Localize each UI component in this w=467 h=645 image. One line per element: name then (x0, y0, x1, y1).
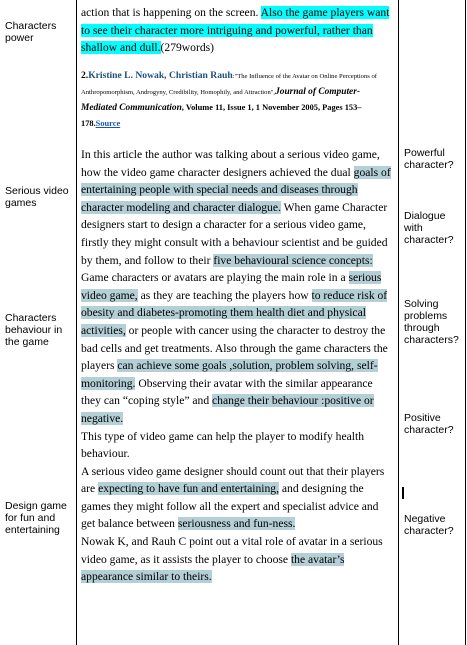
question-positive: Positive character? (404, 412, 454, 436)
text-segment: In this article the author was talking about a serious video game, how the video game character designers achieved the dual (81, 148, 380, 179)
highlight-segment: serious video game, (81, 271, 382, 302)
text-segment: Game characters or avatars are playing the main role in a (81, 271, 349, 285)
highlight-segment: seriousness and fun-ness. (177, 517, 296, 531)
highlight-segment: to reduce risk of obesity and diabetes-promoting them health diet and physical activities, (81, 288, 388, 337)
highlight-segment: change their behaviour :positive or negative. (81, 394, 374, 425)
highlight-segment: the avatar’s appearance similar to theirs. (81, 552, 345, 584)
reference-authors[interactable]: Kristine L. Nowak, Christian Rauh (88, 70, 233, 81)
text-segment: Nowak K, and Rauh C point out a vital role of avatar in a serious video game, as it assists the player to choose (81, 535, 383, 566)
text-segment: When game Character designers start to design a character for a serious video game, firstly they might consult with a behaviour scientist and be guided by them, and follow to their (81, 200, 388, 267)
question-powerful: Powerful character? (404, 147, 454, 171)
reference-entry (81, 68, 394, 131)
source-link[interactable]: Source (95, 119, 121, 128)
highlight-segment: goals of entertaining people with special needs and diseases through character modeling and character dialogue. (81, 165, 391, 214)
highlight-segment: Also the game players want to see their character more intriguing and powerful, rather than shallow and dull. (81, 6, 390, 55)
text-segment: A serious video game designer should count out that their players are (81, 464, 385, 496)
text-segment: Observing their avatar with the similar appearance they can “coping style” and (81, 376, 373, 408)
column-divider-left (76, 0, 77, 645)
highlight-segment: five behavioural science concepts: (213, 253, 373, 267)
table-border-right (465, 0, 466, 645)
label-characters-behaviour: Characters behaviour in the game (5, 312, 63, 348)
text-segment: action that is happening on the screen. (81, 6, 259, 19)
text-segment: This type of video game can help the player to modify health behaviour. (81, 429, 364, 461)
label-characters-power: Characters power (5, 20, 57, 44)
word-count: (279words) (160, 41, 214, 55)
label-serious-video-games: Serious video games (5, 185, 69, 209)
text-segment: or people with cancer using the character to destroy the bad cells and get treatments. Also through the game characters the players (81, 323, 388, 373)
highlight-segment: expecting to have fun and entertaining, (98, 482, 279, 496)
question-solving: Solving problems through characters? (404, 298, 459, 346)
highlight-segment: can achieve some goals ,solution, problem solving, self-monitoring. (81, 359, 378, 390)
reference-journal: Journal of Computer-Mediated Communication (81, 87, 360, 113)
text-segment: and designing the games they might follow all the expert and specialist advice and get balance between (81, 482, 379, 531)
text-cursor (402, 487, 404, 499)
question-negative: Negative character? (404, 513, 454, 537)
text-segment: as they are teaching the players how (137, 288, 312, 302)
reference-title: :"The Influence of the Avatar on Online Perceptions of Anthropomorphism, Androgyny, Credibility, Homophily, and Attraction", (81, 73, 377, 96)
column-divider-right (398, 0, 399, 645)
question-dialogue: Dialogue with character? (404, 210, 454, 246)
label-design-game: Design game for fun and entertaining (5, 500, 67, 536)
body-text (81, 146, 394, 586)
reference-volume: , Volume 11, Issue 1, 1 November 2005, Pages 153–178. (81, 103, 362, 128)
top-paragraph (81, 4, 394, 57)
reference-number: 2. (81, 70, 89, 81)
